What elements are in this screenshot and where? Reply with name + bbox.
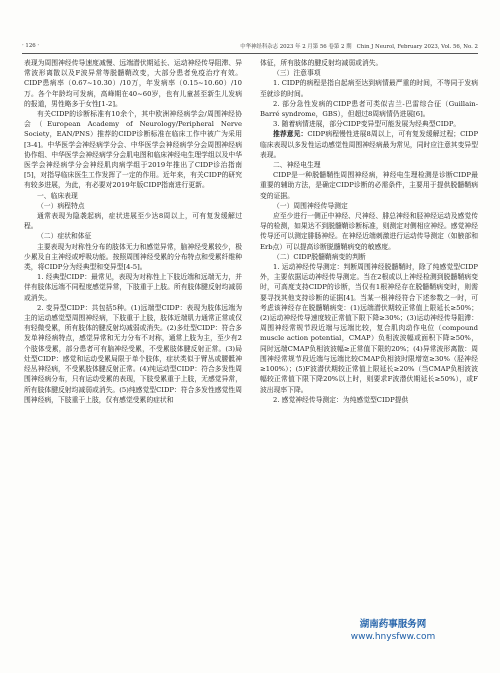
paragraph: 2. 变异型CIDP：共包括5种。(1)远端型CIDP：表现为肢体远端为主的运动感觉型周围神经病，下肢重于上肢，肢体近端肌力通常正常或仅有轻微受累，所有肢体的腱反射均减弱或消失。(2)多灶型CIDP：符合多发单神经病特点，感觉异常和无力分布不对称，通常上肢为主，至少有2个肢体受累，部分患者可有脑神经受累，不受累肢体腱反射正常。(3)局灶型CIDP：感觉和运动受累局限于单个肢体，症状类似于臂丛或腰骶神经丛神经病，不受累肢体腱反射正常。(4)纯运动型CIDP：符合多发性周围神经病分布，只有运动受累的表现，下肢受累重于上肢，无感觉异常，所有肢体腱反射均减弱或消失。(5)纯感觉型CIDP：符合多发性感觉性周围神经病，下肢重于上肢，仅有感觉受累的症状和 <box>24 303 242 404</box>
paragraph: 2. 感觉神经传导测定：为纯感觉型CIDP提供 <box>273 395 409 404</box>
paragraph: 应至少进行一侧正中神经、尺神经、腓总神经和胫神经运动及感觉传导的检测，如果达不到脱髓鞘诊断标准，则测定对侧相应神经。感觉神经传导还可以测定腓肠神经。在神经近端刺激进行运动传导测定（如腋部和Erb点）可以提高诊断脱髓鞘病变的敏感度。 <box>260 212 478 251</box>
paragraph: 1. 运动神经传导测定：判断周围神经脱髓鞘时，除了纯感觉型CIDP外，主要依据运动神经传导测定。当在2根或以上神经检测到脱髓鞘病变时，可高度支持CIDP的诊断，当仅有1根神经存在脱髓鞘病变时，则需要寻找其他支持诊断的证据[4]。当某一根神经符合下述参数之一时，可考虑该神经存在脱髓鞘病变：(1)远端潜伏期较正常值上限延长≥50%；(2)运动神经传导速度较正常值下限下降≥30%；(3)运动神经传导阻滞：周围神经常规节段近端与远端比较，复合肌肉动作电位（compound muscle action potential，CMAP）负相波波幅或面积下降≥50%，同时远端CMAP负相波波幅≥正常值下限的20%；(4)异常波形离散：周围神经常规节段近端与远端比较CMAP负相波时限增宽≥30%（胫神经≥100%）；(5)F波潜伏期较正常值上限延长≥20%（当CMAP负相波波幅较正常值下限下降20%以上时，则要求F波潜伏期延长≥50%），或F波出现率下降。 <box>260 263 478 394</box>
journal-info <box>240 42 478 50</box>
paragraph: （三）注意事项 <box>273 69 321 78</box>
paragraph: （一）病程特点 <box>37 201 85 210</box>
paragraph: 1. 经典型CIDP：最常见，表现为对称性上下肢近端和远端无力，并伴有肢体远端不同程度感觉异常，下肢重于上肢。所有肢体腱反射均减弱或消失。 <box>24 273 242 302</box>
left-column <box>24 58 242 405</box>
paragraph: 2. 部分急性发病的CIDP患者可类似吉兰-巴雷综合征（Guillain-Barré syndrome，GBS），但超过8周病情仍进展[6]。 <box>260 99 478 119</box>
paragraph: 通常表现为隐袭起病，症状进展至少达8周以上，可有复发缓解过程。 <box>24 212 242 231</box>
recommendation-label: 推荐意见： <box>273 130 308 139</box>
watermark-url: www.hnysfww.com <box>350 632 436 642</box>
paragraph: CIDP是一种脱髓鞘性周围神经病，神经电生理检测是诊断CIDP最重要的辅助方法，是确定CIDP诊断的必需条件，主要用于提供脱髓鞘病变的证据。 <box>260 171 478 200</box>
right-column <box>260 58 478 405</box>
page-number: · 126 · <box>22 43 40 49</box>
paragraph: 体征，所有肢体的腱反射均减弱或消失。 <box>260 59 383 67</box>
paragraph: （二）CIDP脱髓鞘病变的判断 <box>273 252 366 261</box>
paragraph: 二、神经电生理 <box>273 161 321 170</box>
journal-title-en: Chin J Neurol, February 2023, Vol. 56, No. 2 <box>356 44 478 50</box>
paragraph: 推荐意见：CIDP病程慢性进展8周以上，可有复发缓解过程；CIDP临床表现以多发性运动感觉性周围神经病最为常见，同时应注意其变异型表现。 <box>260 130 479 159</box>
watermark <box>318 618 468 643</box>
paragraph: （一）周围神经传导测定 <box>273 201 348 210</box>
paragraph: 有关CIDP的诊断标准有10余个，其中欧洲神经病学会/周围神经协会（European Academy of Neurology/Peripheral Nerve Society，EAN/PNS）推荐的CIDP诊断标准在临床工作中被广为采用[3-4]。中华医学会神经病学分会、中华医学会神经病学分会周围神经病协作组、中华医学会神经病学分会肌电图和临床神经电生理学组以及中华医学会神经病学分会神经肌肉病学组于2019年推出了CIDP诊治指南[5]，对指导临床医生工作发挥了一定的作用。近年来，有关CIDP的研究有较多进展，为此，有必要对2019年版CIDP指南进行更新。 <box>24 110 242 190</box>
paragraph: 主要表现为对称性分布的肢体无力和感觉异常，脑神经受累较少，极少累及自主神经或呼吸功能。按照周围神经受累的分布特点和受累纤维种类，将CIDP分为经典型和变异型[4-5]。 <box>24 242 242 272</box>
paragraph: 3. 随着病情进展，部分CIDP变异型可能发展为经典型CIDP。 <box>273 120 461 129</box>
running-header <box>22 40 478 52</box>
paragraph: 1. CIDP的病程是指自起病至达到病情最严重的时间，不等同于发病至就诊的时间。 <box>260 79 478 98</box>
journal-title-cn: 中华神经科杂志 2023 年 2 月第 56 卷第 2 期 <box>240 44 352 50</box>
watermark-title: 湖南药事服务网 <box>359 619 427 630</box>
header-rule <box>22 53 478 54</box>
paragraph: 表现为周围神经传导速度减慢、远端潜伏期延长、运动神经传导阻滞、异常波形离散以及F波异常等脱髓鞘改变，大部分患者免疫治疗有效。CIDP患病率（0.67~10.30）/10万，年发病率（0.15~10.60）/10万。各个年龄均可发病，高峰期在40~60岁，也有儿童甚至新生儿发病的报道，男性略多于女性[1-2]。 <box>24 59 242 108</box>
paragraph: （二）症状和体征 <box>37 232 92 241</box>
paragraph: 一、临床表现 <box>37 191 78 200</box>
